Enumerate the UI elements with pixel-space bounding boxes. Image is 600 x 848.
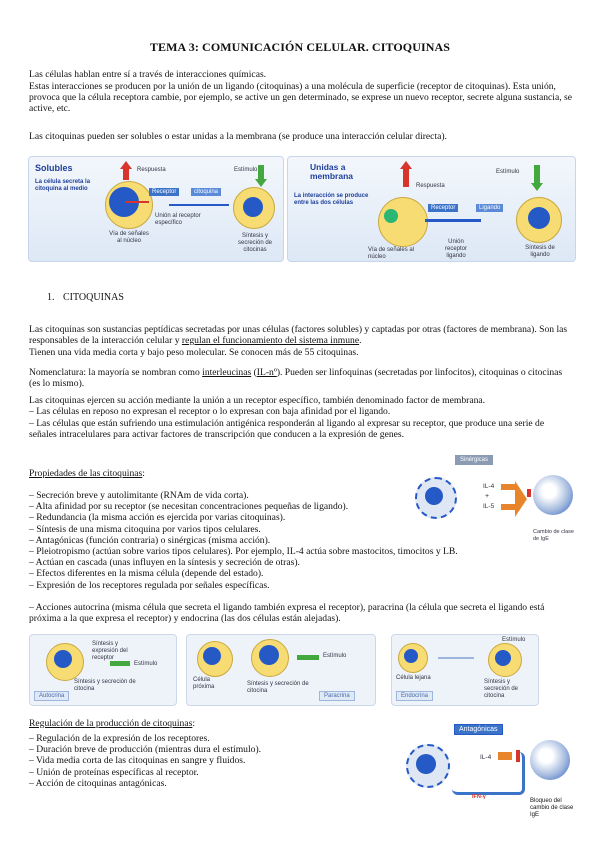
antagonicas-caption: Bloqueo del cambio de clase IgE <box>530 798 574 818</box>
citoquinas-paragraph-2: Tienen una vida media corta y bajo peso molecular. Se conocen más de 55 citoquinas. <box>29 347 359 358</box>
list-item: – Efectos diferentes en la misma célula (depende del estado). <box>29 568 264 580</box>
il4-label: IL-4 <box>480 754 492 761</box>
estimulo-label: Estímulo <box>134 661 158 667</box>
orange-arrow <box>498 752 512 760</box>
stimulus-arrow-head <box>531 183 543 191</box>
propiedades-list <box>29 490 458 591</box>
nucleus <box>425 487 443 505</box>
orange-arrow <box>501 484 515 490</box>
list-item: – Expresión de los receptores regulada por señales específicas. <box>29 579 270 591</box>
antagonicas-tag: Antagónicas <box>454 724 503 735</box>
list-item: – Síntesis de una misma citoquina por varios tipos celulares. <box>29 523 261 535</box>
list-item: – Pleiotropismo (actúan sobre varios tipos celulares). Por ejemplo, IL-4 actúa sobre mastocitos, timocitos y LB. <box>29 546 458 558</box>
membrana-heading: Unidas a membrana <box>310 162 353 181</box>
receptor-paragraph: Las citoquinas ejercen su acción mediante la unión a un receptor específico, también denominado factor de membrana. <box>29 395 486 406</box>
estimulacion-paragraph: – Las células que están sufriendo una estimulación antigénica responderán al ligando al expresar su receptor, que produce una serie de señales intracelulares para activar factores de transcripción que conducen a la expresión de genes. <box>29 418 545 441</box>
solubles-subheading: La célula secreta la citoquina al medio <box>35 179 91 192</box>
via-label: Vía de señales al núcleo <box>368 247 415 260</box>
binding-bar <box>425 219 481 222</box>
receptor-cell <box>378 197 428 247</box>
sintesis-label: Síntesis y secreción de citocina <box>484 679 519 699</box>
stimulus-arrow <box>110 661 130 666</box>
via-label: Vía de señales al núcleo <box>109 231 149 244</box>
b-cell <box>530 740 570 780</box>
orange-arrow-head <box>515 481 527 517</box>
solubles-heading: Solubles <box>35 163 73 173</box>
list-item: – Regulación de la expresión de los receptores. <box>29 733 210 744</box>
list-item: – Actúan en cascada (unas influyen en la síntesis y secreción de otras). <box>29 557 300 569</box>
signal-arrow <box>125 201 149 203</box>
celula-proxima-label: Célula próxima <box>193 677 215 690</box>
sintesis-label: Síntesis y secreción de citocina <box>74 679 136 692</box>
il4-label: IL-4 <box>483 483 495 490</box>
receptor-box: Receptor <box>149 188 179 196</box>
nucleus <box>384 209 398 223</box>
intro-paragraph-3: Las citoquinas pueden ser solubles o estar unidas a la membrana (se produce una interacción celular directa). <box>29 131 447 142</box>
ifn-label: IFN-γ <box>472 794 486 800</box>
nucleus <box>259 645 279 665</box>
stimulus-arrow <box>297 655 319 660</box>
receptor-mark <box>527 489 531 497</box>
section-number: 1. <box>47 292 55 303</box>
ligando-box: Ligando <box>476 204 503 212</box>
section-heading: CITOQUINAS <box>63 292 124 303</box>
list-item: – Unión de proteínas específicas al receptor. <box>29 766 199 778</box>
membrana-subheading: La interacción se produce entre las dos células <box>294 193 369 206</box>
union-label: Unión al receptor específico <box>155 213 201 226</box>
respuesta-label: Respuesta <box>416 183 445 189</box>
nucleus <box>416 754 436 774</box>
estimulo-label: Estímulo <box>234 167 258 173</box>
stimulus-arrow <box>258 165 264 179</box>
estimulo-label: Estímulo <box>323 653 347 659</box>
propiedades-heading: Propiedades de las citoquinas: <box>29 468 145 479</box>
respuesta-label: Respuesta <box>137 167 166 173</box>
autocrina-tag: Autocrina <box>34 691 69 701</box>
nucleus <box>54 650 72 668</box>
list-item: – Antagónicas (función contraria) o sinérgicas (misma acción). <box>29 534 271 546</box>
endocrina-figure <box>391 634 539 706</box>
citoquina-arrow <box>169 204 229 206</box>
antagonicas-figure <box>400 722 578 840</box>
blood-line <box>438 657 474 659</box>
regulacion-heading: Regulación de la producción de citoquinas: <box>29 718 195 729</box>
nucleus <box>404 649 418 663</box>
autocrina-figure <box>29 634 177 706</box>
estimulo-label: Estímulo <box>496 169 520 175</box>
reposo-paragraph: – Las células en reposo no expresan el receptor o lo expresan con baja afinidad por el ligando. <box>29 406 391 417</box>
intro-paragraph-2: Estas interacciones se producen por la unión de un ligando (citoquinas) a una molécula de superficie (receptor de citoquinas). Esta unión, provoca que la célula receptora cambie, por ejemplo, se active un gen determinado, se exprese un nuevo receptor, secrete alguna sustancia, se active, etc. <box>29 81 573 115</box>
sintesis-label: Síntesis y secreción de citocinas <box>237 233 273 253</box>
b-cell <box>533 475 573 515</box>
stimulus-arrow <box>534 165 540 183</box>
regulacion-list <box>29 733 409 789</box>
page-title: TEMA 3: COMUNICACIÓN CELULAR. CITOQUINAS <box>149 40 451 54</box>
list-item: – Duración breve de producción (mientras dura el estímulo). <box>29 744 262 756</box>
estimulo-label: Estímulo <box>502 637 526 643</box>
sintesis-label: Síntesis de ligando <box>525 245 555 258</box>
list-item: – Alta afinidad por su receptor (se necesitan concentraciones pequeñas de ligando). <box>29 501 349 513</box>
acciones-paragraph: – Acciones autocrina (misma célula que secreta el ligando también expresa el receptor), paracrina (la célula que secreta el ligando está próxima a la que expresa el receptor) y endocrina (las dos células están alejadas). <box>29 602 545 625</box>
list-item: – Redundancia (la misma acción es ejercida por varias citoquinas). <box>29 512 286 524</box>
paracrina-tag: Paracrina <box>319 691 355 701</box>
block-mark <box>516 750 520 762</box>
nucleus <box>203 647 221 665</box>
response-arrow <box>123 168 129 180</box>
citoquina-box: citoquina <box>191 188 221 196</box>
response-arrow-head <box>400 161 412 169</box>
nucleus <box>495 650 511 666</box>
il5-label: IL-5 <box>483 503 495 510</box>
sinergicas-tag: Sinérgicas <box>455 455 493 465</box>
nucleus <box>528 207 550 229</box>
sinergicas-caption: Cambio de clase de IgE <box>533 529 574 542</box>
nucleus <box>243 197 263 217</box>
intro-paragraph-1: Las células hablan entre sí a través de interacciones químicas. <box>29 69 267 80</box>
list-item: – Acción de citoquinas antagónicas. <box>29 777 167 789</box>
membrana-panel <box>287 156 576 262</box>
endocrina-tag: Endocrina <box>396 691 433 701</box>
orange-arrow <box>501 504 515 510</box>
sinergicas-figure <box>405 455 575 545</box>
receptor-box: Receptor <box>428 204 458 212</box>
response-arrow <box>403 169 409 187</box>
stimulus-arrow-head <box>255 179 267 187</box>
plus-label: + <box>485 493 490 500</box>
celula-lejana-label: Célula lejana <box>396 675 431 681</box>
list-item: – Vida media corta de las citoquinas en sangre y fluidos. <box>29 755 246 767</box>
sintesis-label: Síntesis y secreción de citocina <box>247 681 309 694</box>
sintesis-receptor-label: Síntesis y expresión del receptor <box>92 641 128 661</box>
solubles-panel <box>28 156 284 262</box>
nomenclatura-paragraph: Nomenclatura: la mayoría se nombran como interleucinas (IL-nº). Pueden ser linfoquinas (secretadas por linfocitos), citoquinas o citocinas (es lo mismo). <box>29 367 563 390</box>
list-item: – Secreción breve y autolimitante (RNAm de vida corta). <box>29 490 249 501</box>
citoquinas-paragraph-1: Las citoquinas son sustancias peptídicas secretadas por unas células (factores solubles) y captadas por otras (factores de membrana). Son las responsables de la interacción celular y regulan el funcionamiento del sistema inmune. <box>29 324 568 347</box>
paracrina-figure <box>186 634 376 706</box>
union-label: Unión receptor ligando <box>444 239 467 259</box>
